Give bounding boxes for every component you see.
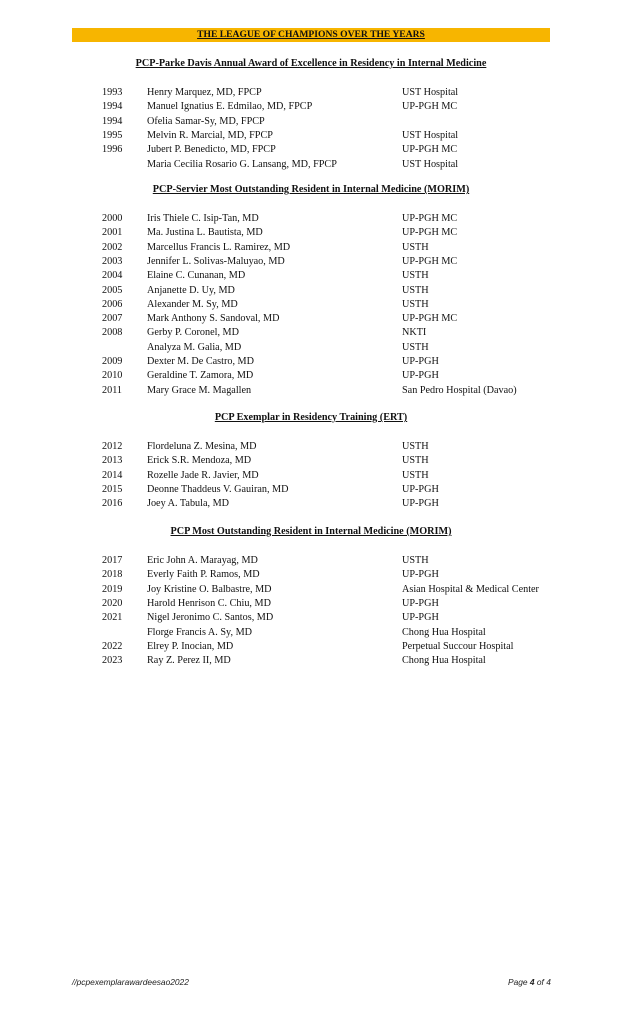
awardee-year: 2014 — [102, 469, 123, 481]
section-title: PCP-Parke Davis Annual Award of Excellence in Residency in Internal Medicine — [135, 58, 487, 69]
awardee-name: Ofelia Samar-Sy, MD, FPCP — [147, 115, 265, 127]
awardee-institution: USTH — [402, 441, 429, 452]
awardee-row — [0, 269, 622, 283]
awardee-name: Ma. Justina L. Bautista, MD — [147, 227, 263, 239]
awardee-row — [0, 454, 622, 468]
awardee-name: Geraldine T. Zamora, MD — [147, 370, 254, 382]
awardee-institution: UP-PGH MC — [402, 227, 458, 239]
awardee-year: 2020 — [102, 597, 123, 609]
awardee-institution: USTH — [402, 284, 429, 296]
awardee-institution: USTH — [402, 455, 429, 467]
awardee-institution: UP-PGH — [402, 597, 439, 609]
awardee-name: Alexander M. Sy, MD — [147, 298, 238, 310]
awardee-institution: USTH — [402, 469, 429, 481]
awardee-institution: NKTI — [402, 327, 427, 339]
section-title: PCP Most Outstanding Resident in Internal Medicine (MORIM) — [170, 526, 452, 537]
awardee-year: 2010 — [102, 370, 123, 382]
awardee-row — [0, 143, 622, 157]
awardee-name: Elaine C. Cunanan, MD — [147, 270, 246, 282]
awardee-row — [0, 326, 622, 340]
awardee-year: 1995 — [102, 129, 123, 141]
awardee-year: 2006 — [102, 298, 123, 310]
awardee-institution: Asian Hospital & Medical Center — [402, 583, 539, 595]
awardee-name: Maria Cecilia Rosario G. Lansang, MD, FPCP — [147, 158, 337, 170]
awardee-row — [0, 469, 622, 483]
awardee-year: 2008 — [102, 327, 123, 339]
awardee-institution: UP-PGH — [402, 612, 439, 624]
awardee-row — [0, 100, 622, 114]
awardee-row — [0, 255, 622, 269]
awardee-institution: UP-PGH MC — [402, 313, 458, 325]
awardee-institution: Chong Hua Hospital — [402, 655, 486, 667]
footer-document-id: //pcpexemplarawardeesao2022 — [72, 977, 189, 987]
awardee-institution: USTH — [402, 270, 429, 282]
awardee-year: 2021 — [102, 612, 123, 624]
awardee-name: Joy Kristine O. Balbastre, MD — [147, 583, 272, 595]
awardee-row — [0, 86, 622, 100]
awardee-row — [0, 597, 622, 611]
awardee-year: 2019 — [102, 583, 123, 595]
awardee-year: 2016 — [102, 498, 123, 510]
awardee-name: Dexter M. De Castro, MD — [147, 356, 254, 367]
awardee-name: Harold Henrison C. Chiu, MD — [147, 597, 271, 609]
awardee-institution: UP-PGH — [402, 569, 439, 581]
awardee-row — [0, 483, 622, 497]
awardee-year: 2011 — [102, 384, 122, 396]
awardee-name: Melvin R. Marcial, MD, FPCP — [147, 129, 273, 141]
awardee-name: Everly Faith P. Ramos, MD — [147, 569, 260, 581]
awardee-name: Henry Marquez, MD, FPCP — [147, 87, 262, 98]
awardee-institution: USTH — [402, 298, 429, 310]
awardee-row — [0, 158, 622, 172]
awardee-row — [0, 115, 622, 129]
awardee-name: Manuel Ignatius E. Edmilao, MD, FPCP — [147, 101, 313, 113]
awardee-year: 2005 — [102, 284, 123, 296]
awardee-year: 1996 — [102, 144, 123, 156]
awardee-row — [0, 212, 622, 226]
awardee-row — [0, 384, 622, 398]
awardee-institution: UP-PGH MC — [402, 255, 458, 267]
awardee-name: Elrey P. Inocian, MD — [147, 640, 234, 652]
section-title: PCP Exemplar in Residency Training (ERT) — [214, 412, 408, 423]
awardee-row — [0, 341, 622, 355]
awardee-institution: UP-PGH — [402, 483, 439, 495]
awardee-institution: USTH — [402, 341, 429, 353]
awardee-name: Analyza M. Galia, MD — [147, 341, 242, 353]
awardee-institution: UP-PGH — [402, 498, 439, 510]
awardee-row — [0, 568, 622, 582]
awardee-institution: UST Hospital — [402, 87, 459, 98]
awardee-year: 2000 — [102, 213, 123, 224]
awardee-institution: UP-PGH MC — [402, 101, 458, 113]
awardee-row — [0, 554, 622, 568]
awardee-row — [0, 440, 622, 454]
footer-page-number: Page 4 of 4 — [508, 977, 551, 987]
awardee-name: Gerby P. Coronel, MD — [147, 327, 239, 339]
awardee-row — [0, 654, 622, 668]
awardee-year: 2022 — [102, 640, 123, 652]
awardee-name: Nigel Jeronimo C. Santos, MD — [147, 612, 274, 624]
awardee-year: 2015 — [102, 483, 123, 495]
awardee-institution: UST Hospital — [402, 129, 459, 141]
awardee-row — [0, 611, 622, 625]
awardee-row — [0, 626, 622, 640]
awardee-name: Jennifer L. Solivas-Maluyao, MD — [147, 255, 285, 267]
awardee-name: Anjanette D. Uy, MD — [147, 284, 235, 296]
awardee-institution: UP-PGH MC — [402, 144, 458, 156]
awardee-row — [0, 284, 622, 298]
awardee-name: Mark Anthony S. Sandoval, MD — [147, 313, 280, 325]
awardee-year: 2012 — [102, 441, 123, 452]
awardee-name: Florge Francis A. Sy, MD — [147, 626, 252, 638]
awardee-name: Flordeluna Z. Mesina, MD — [147, 441, 257, 452]
awardee-year: 2007 — [102, 313, 123, 325]
awardee-year: 1994 — [102, 115, 123, 127]
awardee-year: 2004 — [102, 270, 123, 282]
awardee-year: 2003 — [102, 255, 123, 267]
awardee-institution: UP-PGH — [402, 370, 439, 382]
awardee-year: 2023 — [102, 655, 123, 667]
awardee-name: Joey A. Tabula, MD — [147, 498, 230, 510]
awardee-year: 1993 — [102, 87, 123, 98]
awardee-name: Erick S.R. Mendoza, MD — [147, 455, 252, 467]
awardee-row — [0, 129, 622, 143]
awardee-year: 2018 — [102, 569, 123, 581]
awardee-name: Mary Grace M. Magallen — [147, 384, 252, 396]
awardee-row — [0, 312, 622, 326]
awardee-institution: San Pedro Hospital (Davao) — [402, 384, 517, 396]
awardee-institution: UP-PGH — [402, 356, 439, 367]
awardee-name: Deonne Thaddeus V. Gauiran, MD — [147, 483, 289, 495]
awardee-row — [0, 298, 622, 312]
awardee-institution: Chong Hua Hospital — [402, 626, 486, 638]
awardee-year: 2001 — [102, 227, 123, 239]
awardee-name: Jubert P. Benedicto, MD, FPCP — [147, 144, 276, 156]
awardee-institution: UP-PGH MC — [402, 213, 458, 224]
awardee-name: Marcellus Francis L. Ramirez, MD — [147, 241, 291, 253]
awardee-year: 2009 — [102, 356, 123, 367]
awardee-row — [0, 355, 622, 369]
awardee-year: 2002 — [102, 241, 123, 253]
awardee-institution: UST Hospital — [402, 158, 459, 170]
awardee-year: 1994 — [102, 101, 123, 113]
awardee-row — [0, 497, 622, 511]
awardee-institution: USTH — [402, 241, 429, 253]
awardee-row — [0, 226, 622, 240]
awardee-row — [0, 369, 622, 383]
awardee-name: Rozelle Jade R. Javier, MD — [147, 469, 259, 481]
awardee-year: 2017 — [102, 555, 123, 566]
awardee-institution: Perpetual Succour Hospital — [402, 640, 514, 652]
awardee-name: Ray Z. Perez II, MD — [147, 655, 231, 667]
awardee-institution: USTH — [402, 555, 429, 566]
awardee-row — [0, 640, 622, 654]
section-title: PCP-Servier Most Outstanding Resident in Internal Medicine (MORIM) — [152, 184, 470, 195]
awardee-year: 2013 — [102, 455, 123, 467]
page-banner: THE LEAGUE OF CHAMPIONS OVER THE YEARS — [72, 28, 550, 42]
awardee-row — [0, 241, 622, 255]
awardee-row — [0, 583, 622, 597]
awardee-name: Iris Thiele C. Isip-Tan, MD — [147, 213, 259, 224]
awardee-name: Eric John A. Marayag, MD — [147, 555, 258, 566]
